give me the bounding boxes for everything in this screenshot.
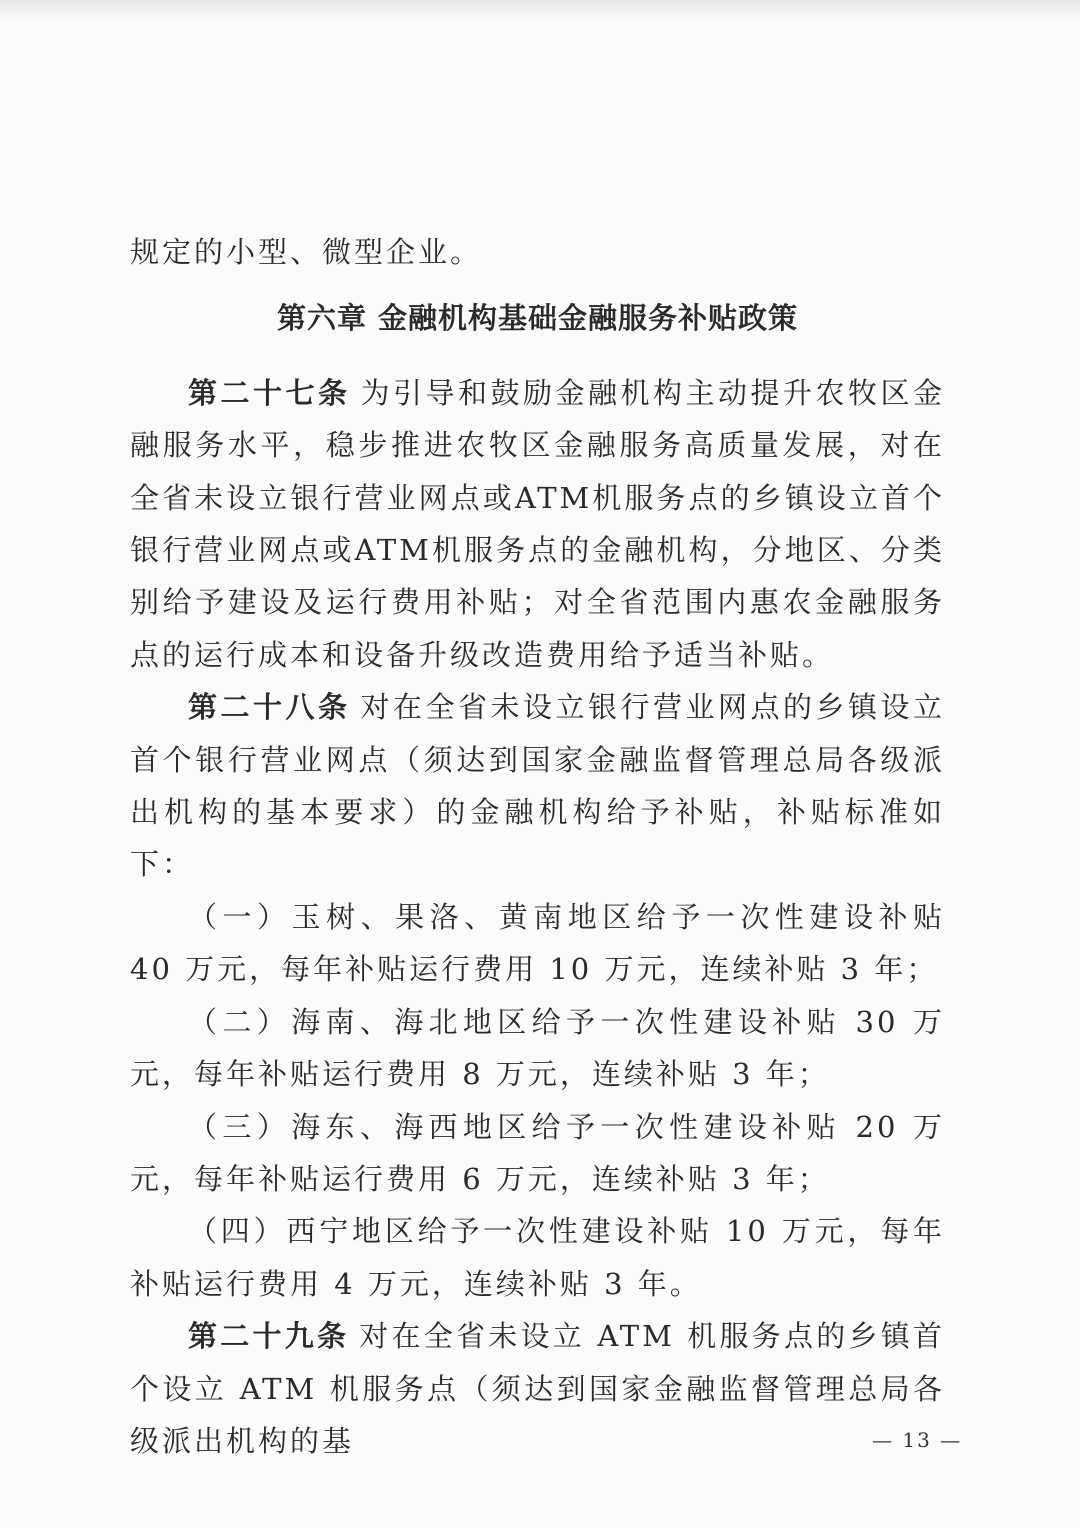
- carryover-paragraph: 规定的小型、微型企业。: [130, 235, 483, 269]
- article-28-item-1: （一）玉树、果洛、黄南地区给予一次性建设补贴 40 万元，每年补贴运行费用 10 万元，连续补贴 3 年；: [130, 899, 945, 987]
- article-27-text: 为引导和鼓励金融机构主动提升农牧区金融服务水平，稳步推进农牧区金融服务高质量发展，对在全省未设立银行营业网点或ATM机服务点的乡镇设立首个银行营业网点或ATM机服务点的金融机构，分地区、分类别给予建设及运行费用补贴；对全省范围内惠农金融服务点的运行成本和设备升级改造费用给予适当补贴。: [130, 375, 945, 672]
- article-29-text: 对在全省未设立 ATM 机服务点的乡镇首个设立 ATM 机服务点（须达到国家金融监督管理总局各级派出机构的基: [130, 1319, 945, 1458]
- article-29-label: 第二十九条: [188, 1319, 350, 1354]
- article-28-label: 第二十八条: [188, 690, 351, 725]
- chapter-title: 第六章 金融机构基础金融服务补贴政策: [276, 301, 799, 336]
- page-top-edge: [0, 0, 1080, 22]
- article-27-paragraph: [130, 367, 945, 681]
- page-number: — 13 —: [872, 1428, 963, 1452]
- article-28-text: 对在全省未设立银行营业网点的乡镇设立首个银行营业网点（须达到国家金融监督管理总局各级派出机构的基本要求）的金融机构给予补贴，补贴标准如下：: [130, 690, 945, 882]
- article-28-item-3: （三）海东、海西地区给予一次性建设补贴 20 万元，每年补贴运行费用 6 万元，连续补贴 3 年；: [130, 1109, 945, 1196]
- article-28-item-4: （四）西宁地区给予一次性建设补贴 10 万元，每年补贴运行费用 4 万元，连续补贴 3 年。: [130, 1214, 945, 1301]
- article-28-item-2: （二）海南、海北地区给予一次性建设补贴 30 万元，每年补贴运行费用 8 万元，连续补贴 3 年；: [130, 1004, 945, 1092]
- document-body: [130, 226, 945, 1467]
- article-29-paragraph: [130, 1310, 945, 1467]
- article-28-paragraph: [130, 681, 945, 891]
- article-27-label: 第二十七条: [188, 375, 351, 410]
